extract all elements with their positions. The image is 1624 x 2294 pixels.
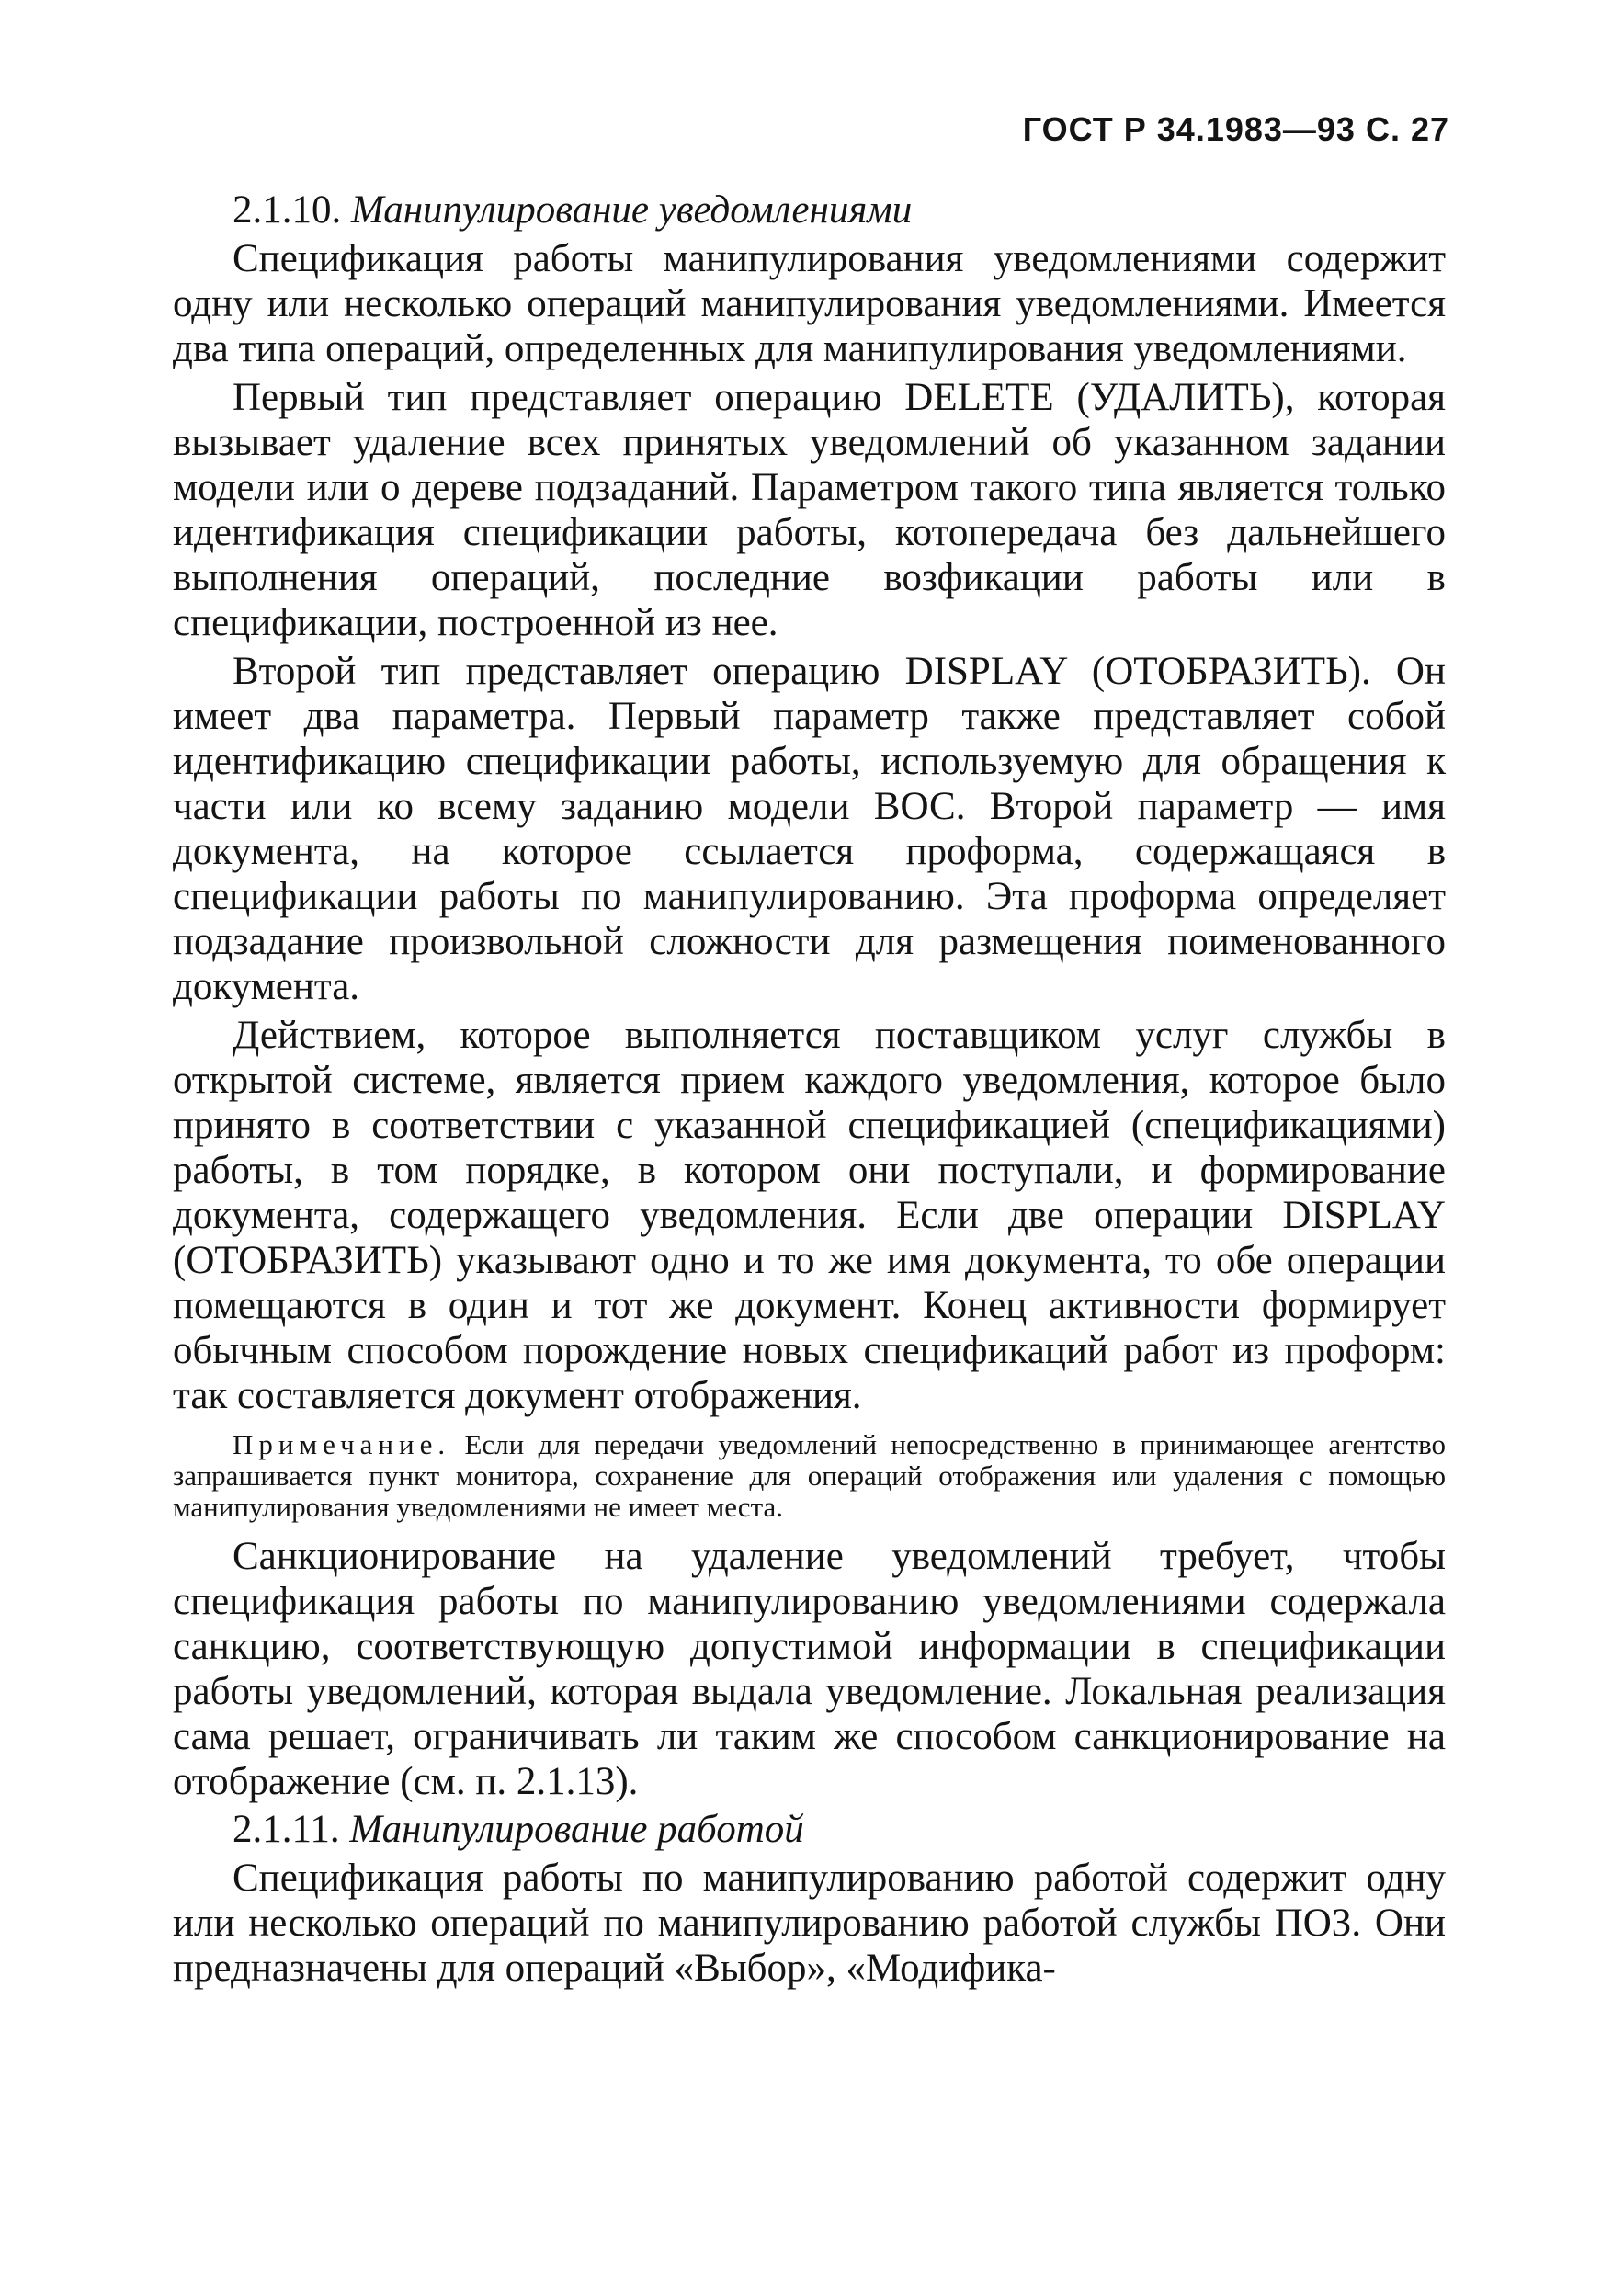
note-paragraph xyxy=(173,1429,1446,1523)
section-heading-2-1-10 xyxy=(173,188,1446,233)
paragraph-1: Спецификация работы манипулирования уведомлениями содержит одну или несколько операций манипулирования уведомлениями. Имеется два типа операций, определенных для манипулирования уведомлениями. xyxy=(173,237,1446,370)
paragraph-5: Санкционирование на удаление уведомлений требует, чтобы спецификация работы по манипулированию уведомлениями содержала санкцию, соответствующую допустимой информации в спецификации работы уведомлений, которая выдала уведомление. Локальная реализация сама решает, ограничивать ли таким же способом санкционирование на отображение (см. п. 2.1.13). xyxy=(173,1535,1446,1803)
document-body xyxy=(173,188,1446,1994)
page-header: ГОСТ Р 34.1983—93 С. 27 xyxy=(1022,110,1449,148)
paragraph-6: Спецификация работы по манипулированию работой содержит одну или несколько операций по манипулированию работой службы ПОЗ. Они предназначены для операций «Выбор», «Модифика- xyxy=(173,1857,1446,1990)
paragraph-4: Действием, которое выполняется поставщиком услуг службы в открытой системе, является прием каждого уведомления, которое было принято в соответствии с указанной спецификацией (спецификациями) работы, в том порядке, в котором они поступали, и формирование документа, содержащего уведомления. Если две операции DISPLAY (ОТОБРАЗИТЬ) указывают одно и то же имя документа, то обе операции помещаются в один и тот же документ. Конец активности формирует обычным способом порождение новых спецификаций работ из проформ: так составляется документ отображения. xyxy=(173,1014,1446,1417)
note-text: Если для передачи уведомлений непосредственно в принимающее агентство запрашивается пункт монитора, сохранение для операций отображения или удаления с помощью манипулирования уведомлениями не имеет места. xyxy=(173,1428,1447,1523)
paragraph-2: Первый тип представляет операцию DELETE (УДАЛИТЬ), которая вызывает удаление всех принятых уведомлений об указанном задании модели или о дереве подзаданий. Параметром такого типа является только идентификация спецификации работы, котопередача без дальнейшего выполнения операций, последние возфикации работы или в спецификации, построенной из нее. xyxy=(173,376,1446,644)
section-title: Манипулирование работой xyxy=(349,1808,804,1851)
section-number: 2.1.10. xyxy=(233,188,342,232)
section-number: 2.1.11. xyxy=(233,1808,340,1851)
section-title: Манипулирование уведомлениями xyxy=(351,188,913,232)
paragraph-3: Второй тип представляет операцию DISPLAY (ОТОБРАЗИТЬ). Он имеет два параметра. Первый параметр также представляет собой идентификацию спецификации работы, используемую для обращения к части или ко всему заданию модели ВОС. Второй параметр — имя документа, на которое ссылается проформа, содержащаяся в спецификации работы по манипулированию. Эта проформа определяет подзадание произвольной сложности для размещения поименованного документа. xyxy=(173,650,1446,1008)
section-heading-2-1-11 xyxy=(173,1808,1446,1852)
note-label: Примечание. xyxy=(233,1428,451,1460)
